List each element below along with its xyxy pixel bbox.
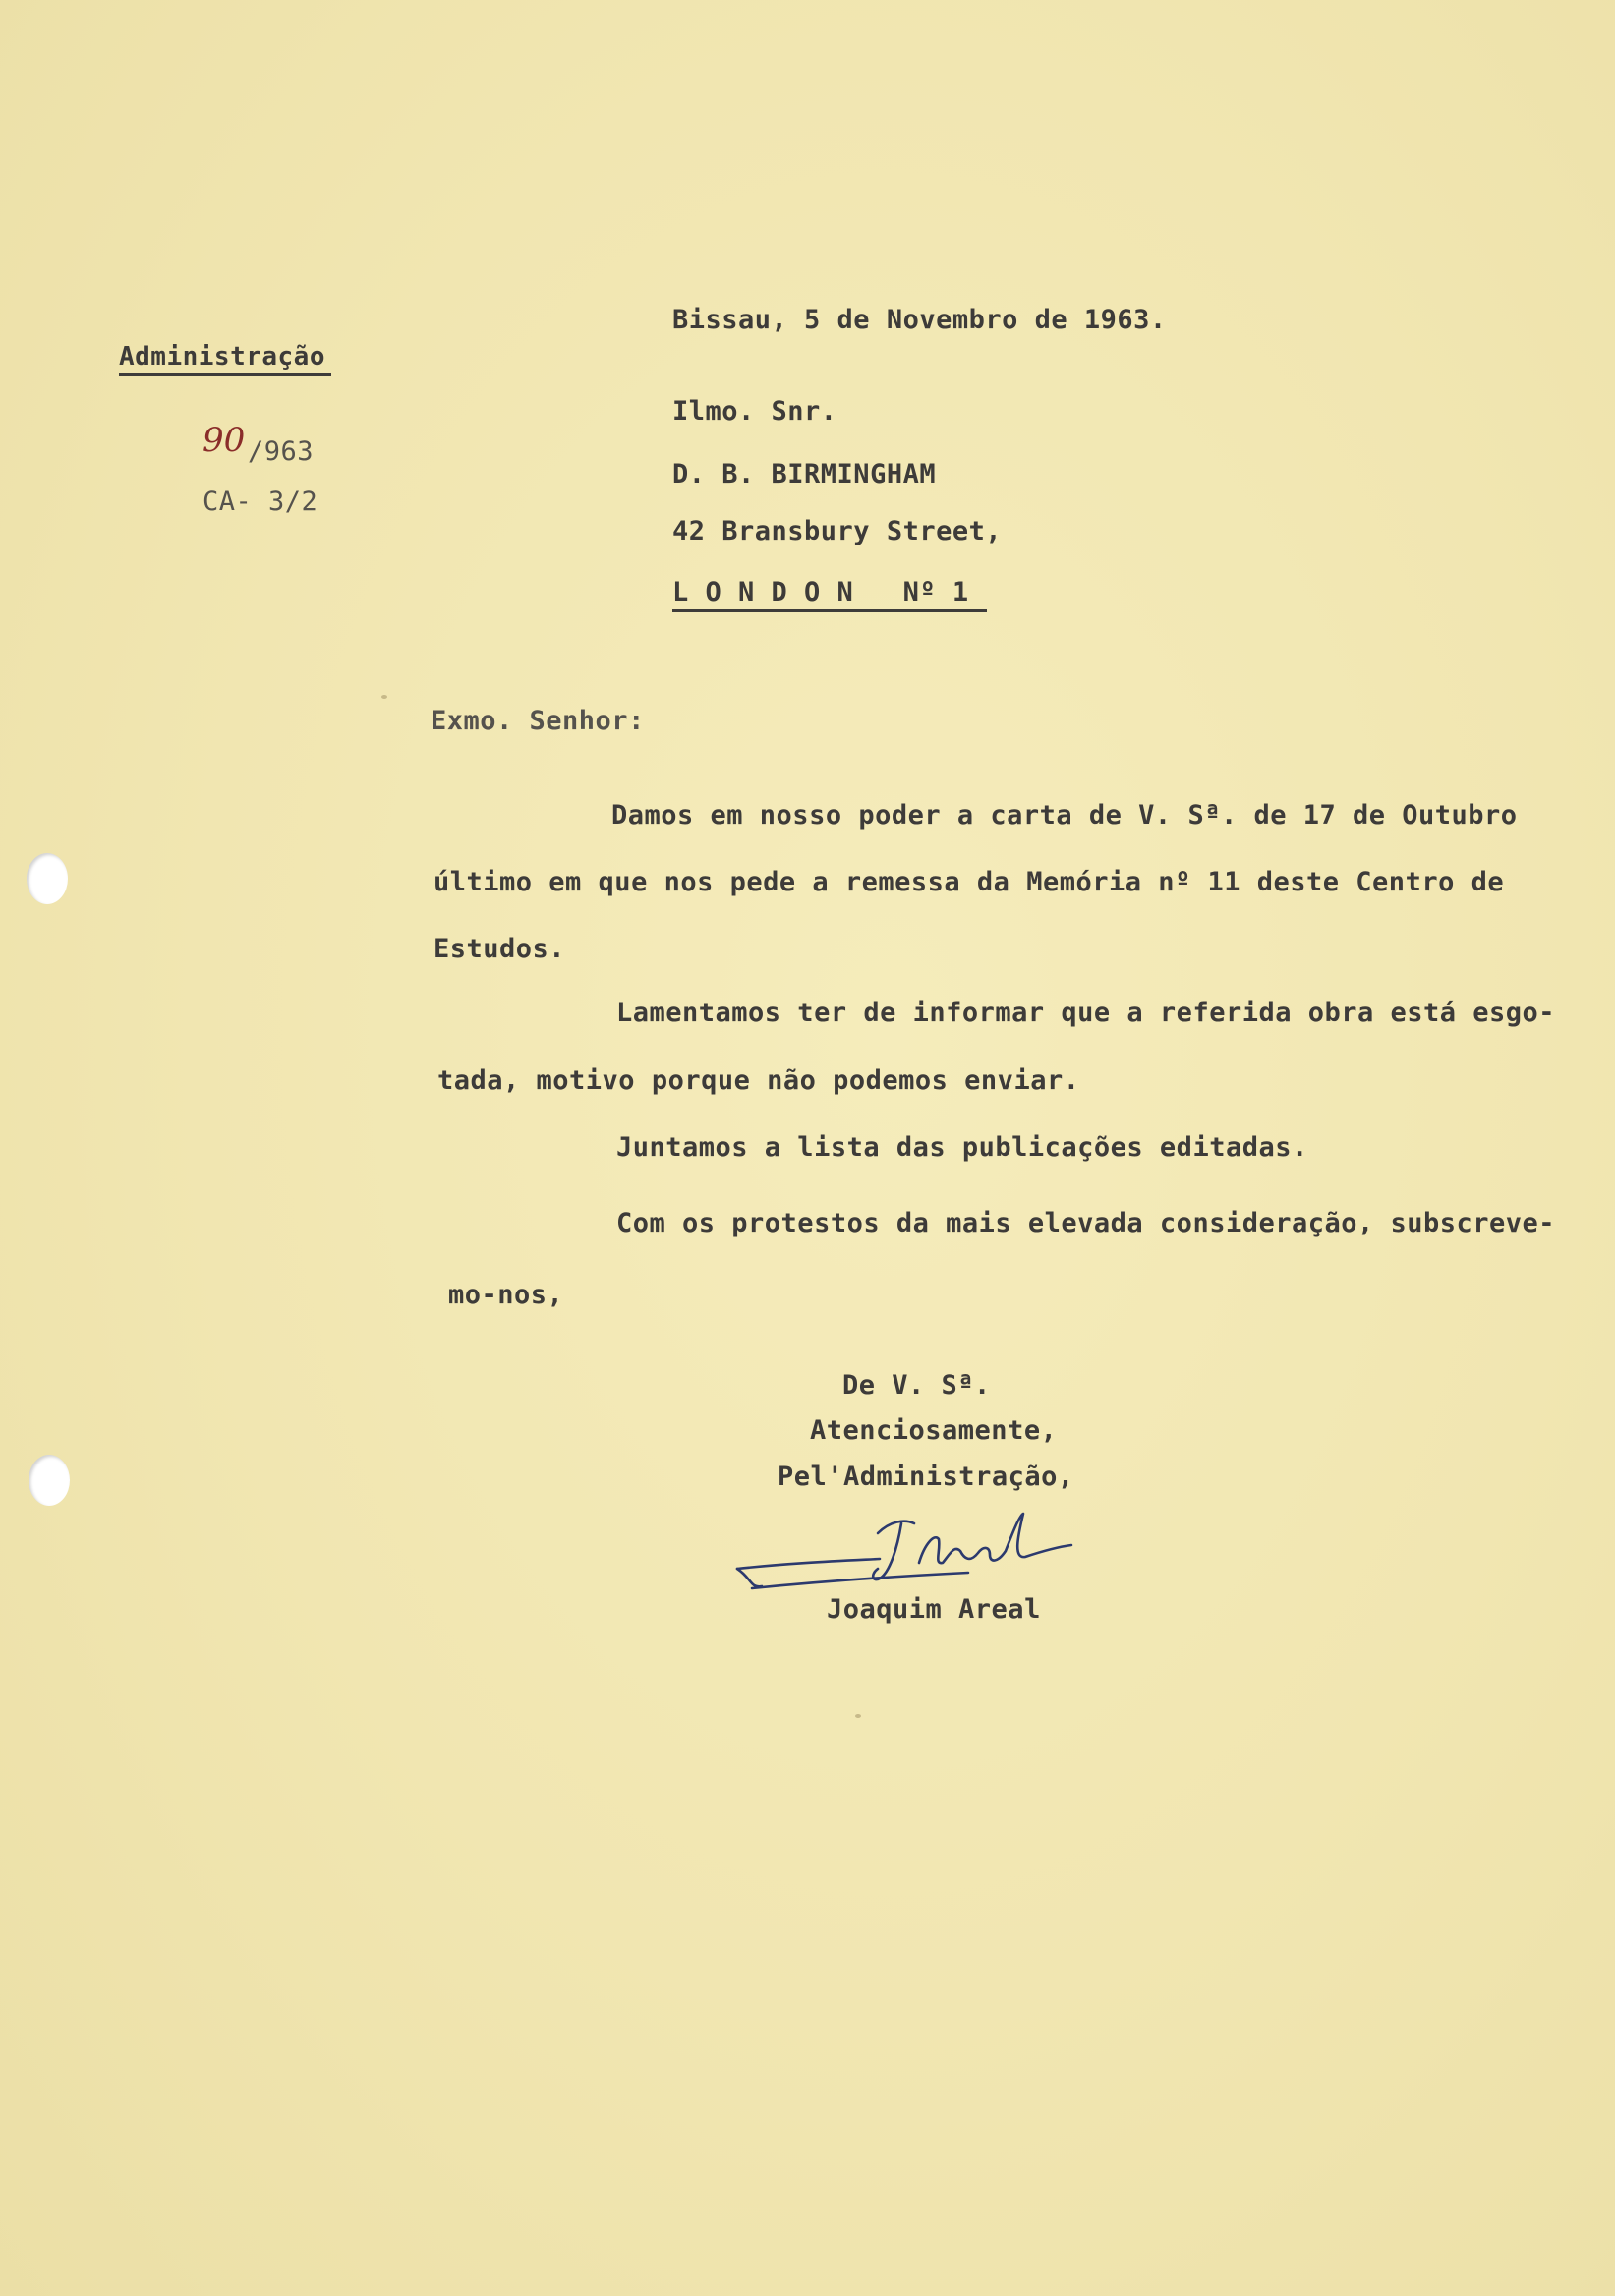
department-heading: Administração xyxy=(119,342,325,372)
department-underline xyxy=(119,373,331,376)
punch-hole-top xyxy=(27,853,68,904)
body-paragraph1-line3: Estudos. xyxy=(433,934,566,964)
reference-handwritten-number: 90 xyxy=(202,421,246,460)
punch-hole-bottom xyxy=(29,1455,70,1506)
recipient-city-underline xyxy=(672,609,987,612)
signatory-name: Joaquim Areal xyxy=(827,1594,1041,1625)
recipient-name: D. B. BIRMINGHAM xyxy=(672,459,937,489)
paper-speck xyxy=(855,1714,861,1718)
recipient-title: Ilmo. Snr. xyxy=(672,396,837,427)
recipient-street: 42 Bransbury Street, xyxy=(672,516,1003,546)
body-paragraph1-line1: Damos em nosso poder a carta de V. Sª. de 17 de Outubro xyxy=(611,800,1518,831)
paper-speck xyxy=(381,695,387,699)
body-paragraph1-line2: último em que nos pede a remessa da Memória nº 11 deste Centro de xyxy=(433,867,1505,897)
body-paragraph3-line1: Juntamos a lista das publicações editadas. xyxy=(616,1132,1308,1163)
closing-line1: De V. Sª. xyxy=(842,1370,991,1401)
body-paragraph4-line2: mo-nos, xyxy=(448,1280,564,1310)
body-paragraph2-line1: Lamentamos ter de informar que a referida obra está esgo- xyxy=(616,998,1556,1028)
recipient-city: L O N D O N Nº 1 xyxy=(672,577,969,607)
dateline: Bissau, 5 de Novembro de 1963. xyxy=(672,305,1167,335)
greeting: Exmo. Senhor: xyxy=(431,706,645,736)
body-paragraph4-line1: Com os protestos da mais elevada consideração, subscreve- xyxy=(616,1208,1556,1238)
closing-line2: Atenciosamente, xyxy=(810,1415,1058,1446)
handwritten-signature xyxy=(732,1494,1106,1602)
body-paragraph2-line2: tada, motivo porque não podemos enviar. xyxy=(437,1065,1080,1096)
closing-line3: Pel'Administração, xyxy=(778,1462,1074,1492)
reference-code: CA- 3/2 xyxy=(202,487,318,517)
reference-year: /963 xyxy=(248,436,315,467)
